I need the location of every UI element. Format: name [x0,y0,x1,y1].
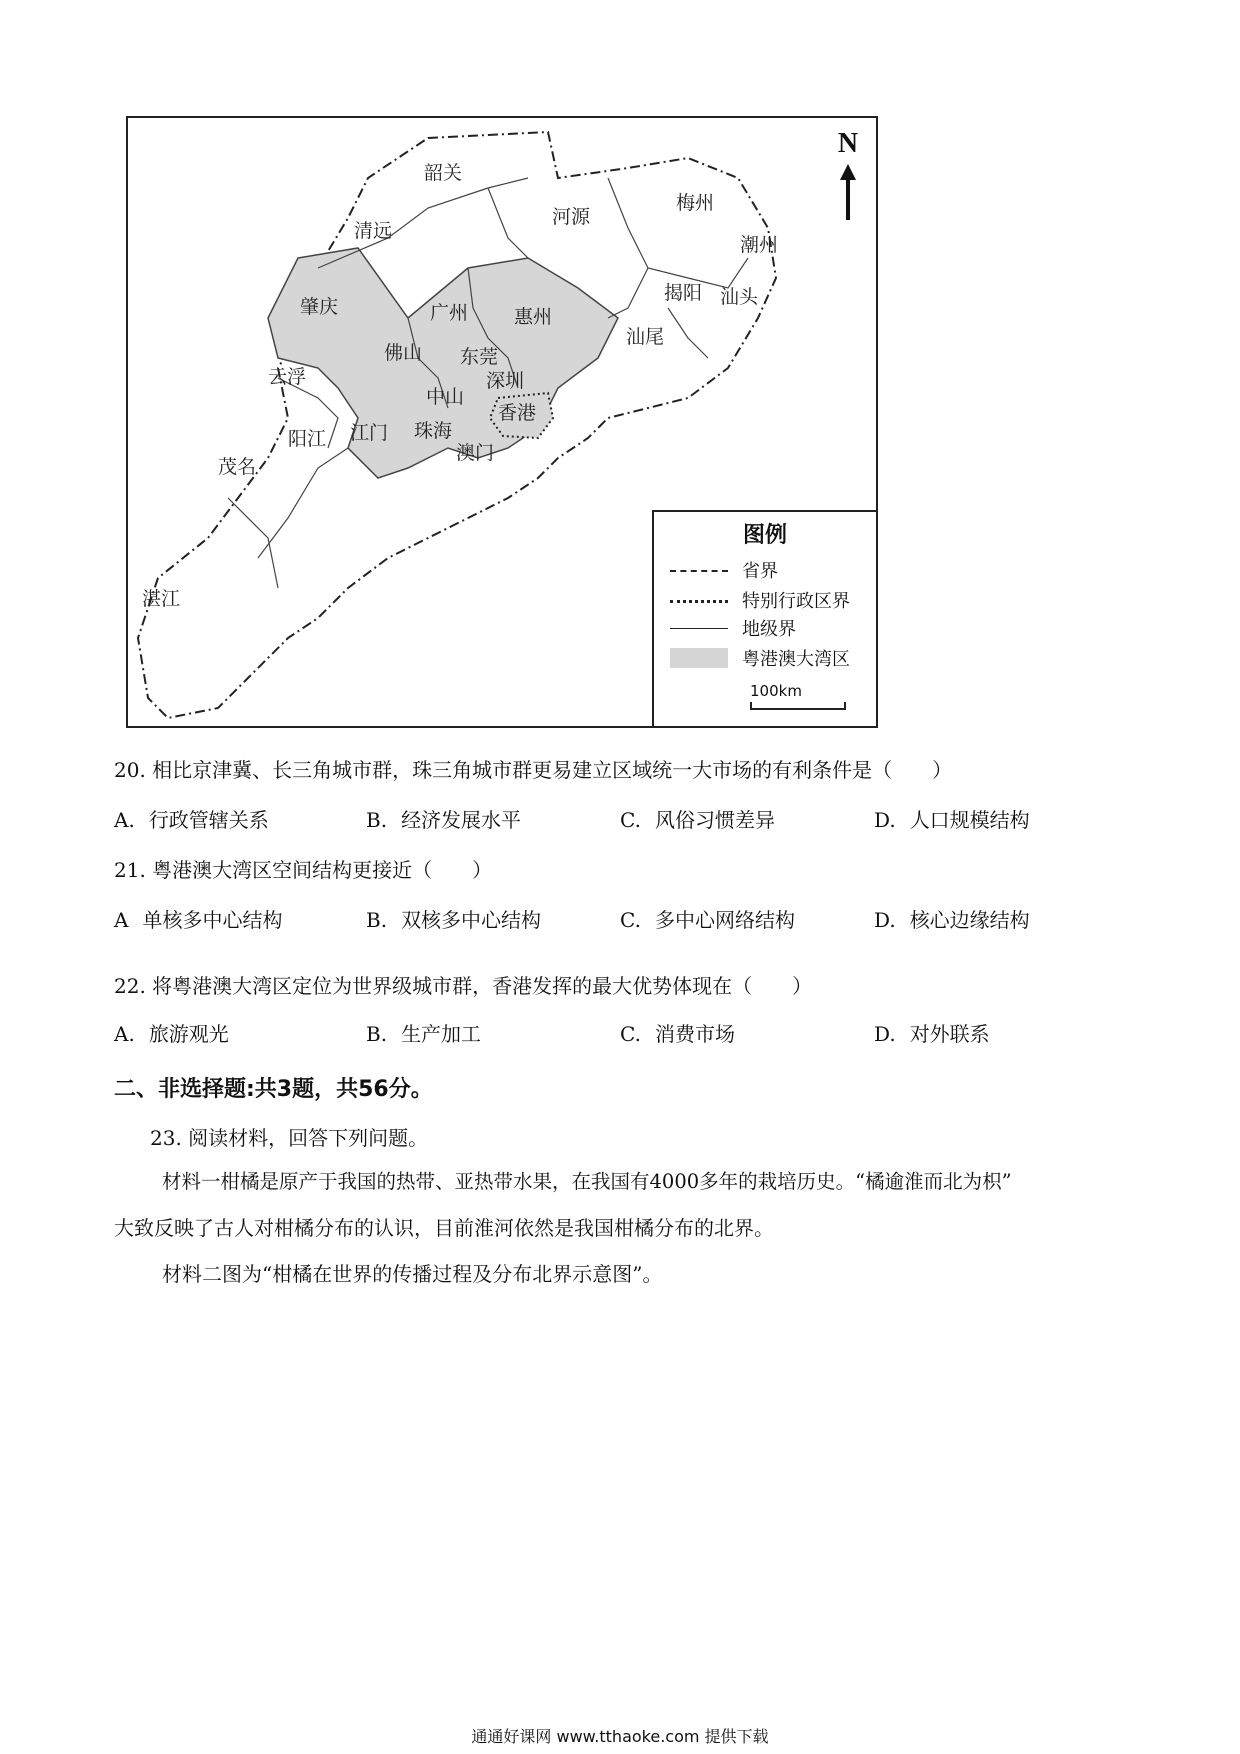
north-label: N [837,128,859,159]
guangdong-bay-area-map [126,116,878,728]
option-text: 旅游观光 [148,1022,229,1046]
city-label: 东莞 [460,346,499,368]
legend-item-sar [670,588,850,612]
option-key: A. [114,1022,135,1046]
legend-label: 省界 [742,561,778,582]
city-label: 潮州 [740,234,779,256]
option-text: 生产加工 [401,1022,482,1046]
city-label: 肇庆 [300,296,339,318]
option-key: B. [366,908,388,932]
option-c [620,804,775,833]
option-key: C. [620,908,641,932]
option-b [366,1018,481,1047]
city-label: 清远 [354,220,393,242]
option-key: D. [874,1022,896,1046]
dotted-line-icon [670,590,732,610]
city-label: 韶关 [424,162,463,184]
question-number: 20. [114,758,146,782]
map-legend [652,510,876,726]
arrow-up-icon [840,164,856,220]
question-text: 粤港澳大湾区空间结构更接近（ ） [152,858,493,882]
footer: 通通好课网 www.tthaoke.com 提供下载 [471,1727,769,1746]
option-a [114,1018,229,1047]
question-22 [114,970,812,999]
question-21 [114,854,492,883]
option-key: D. [874,908,896,932]
city-label: 茂名 [218,456,257,478]
option-text: 消费市场 [654,1022,735,1046]
city-label: 阳江 [288,428,327,450]
legend-label: 粤港澳大湾区 [742,649,850,670]
option-a [114,904,282,933]
option-key: C. [620,1022,641,1046]
option-d [874,1018,990,1047]
city-label: 梅州 [676,192,715,214]
city-label: 云浮 [268,366,307,388]
material-1-line-1: 材料一柑橘是原产于我国的热带、亚热带水果，在我国有4000多年的栽培历史。“橘逾淮而北为枳” [162,1170,1012,1193]
north-arrow [828,128,868,160]
city-label: 惠州 [514,306,553,328]
option-text: 人口规模结构 [909,808,1030,832]
option-text: 对外联系 [909,1022,990,1046]
question-text: 将粤港澳大湾区定位为世界级城市群，香港发挥的最大优势体现在（ ） [152,974,813,998]
dash-dot-line-icon [670,560,732,580]
option-d [874,804,1030,833]
material-2: 材料二图为“柑橘在世界的传播过程及分布北界示意图”。 [162,1262,663,1286]
section-title: 二、非选择题:共3题，共56分。 [114,1077,433,1102]
option-text: 经济发展水平 [401,808,522,832]
legend-label: 特别行政区界 [742,591,850,612]
city-label: 江门 [350,422,389,444]
city-label: 汕尾 [626,326,665,348]
question-number: 21. [114,858,146,882]
city-label: 河源 [552,206,591,228]
option-c [620,904,795,933]
city-label: 湛江 [142,588,181,610]
option-c [620,1018,735,1047]
question-number: 22. [114,974,146,998]
city-label: 广州 [430,302,469,324]
question-text: 相比京津冀、长三角城市群，珠三角城市群更易建立区域统一大市场的有利条件是（ ） [152,758,953,782]
city-label: 澳门 [456,442,495,464]
question-20 [114,754,952,783]
legend-title: 图例 [742,523,787,548]
legend-label: 地级界 [742,619,796,640]
city-label: 香港 [498,402,537,424]
gray-swatch-icon [670,648,732,668]
option-key: A. [114,808,135,832]
option-a [114,804,269,833]
legend-item-bay-area [670,646,850,670]
legend-item-province [670,558,778,582]
scale-bar [750,682,802,700]
scale-label: 100km [750,682,802,700]
city-label: 佛山 [384,342,423,364]
option-key: C. [620,808,641,832]
option-key: D. [874,808,896,832]
option-text: 单核多中心结构 [142,908,283,932]
option-text: 多中心网络结构 [654,908,795,932]
option-text: 风俗习惯差异 [654,808,775,832]
solid-line-icon [670,618,732,638]
option-b [366,904,541,933]
city-label: 珠海 [414,420,453,442]
option-d [874,904,1030,933]
option-key: B. [366,1022,388,1046]
city-label: 揭阳 [664,282,703,304]
option-text: 双核多中心结构 [401,908,542,932]
city-label: 汕头 [720,286,759,308]
option-b [366,804,521,833]
city-label: 中山 [426,386,465,408]
option-text: 行政管辖关系 [148,808,269,832]
option-text: 核心边缘结构 [909,908,1030,932]
legend-item-prefecture [670,616,796,640]
option-key: A [114,908,129,932]
material-1-line-2: 大致反映了古人对柑橘分布的认识，目前淮河依然是我国柑橘分布的北界。 [114,1216,774,1240]
city-label: 深圳 [486,370,525,392]
option-key: B. [366,808,388,832]
question-23-prompt: 23. 阅读材料，回答下列问题。 [150,1126,429,1150]
